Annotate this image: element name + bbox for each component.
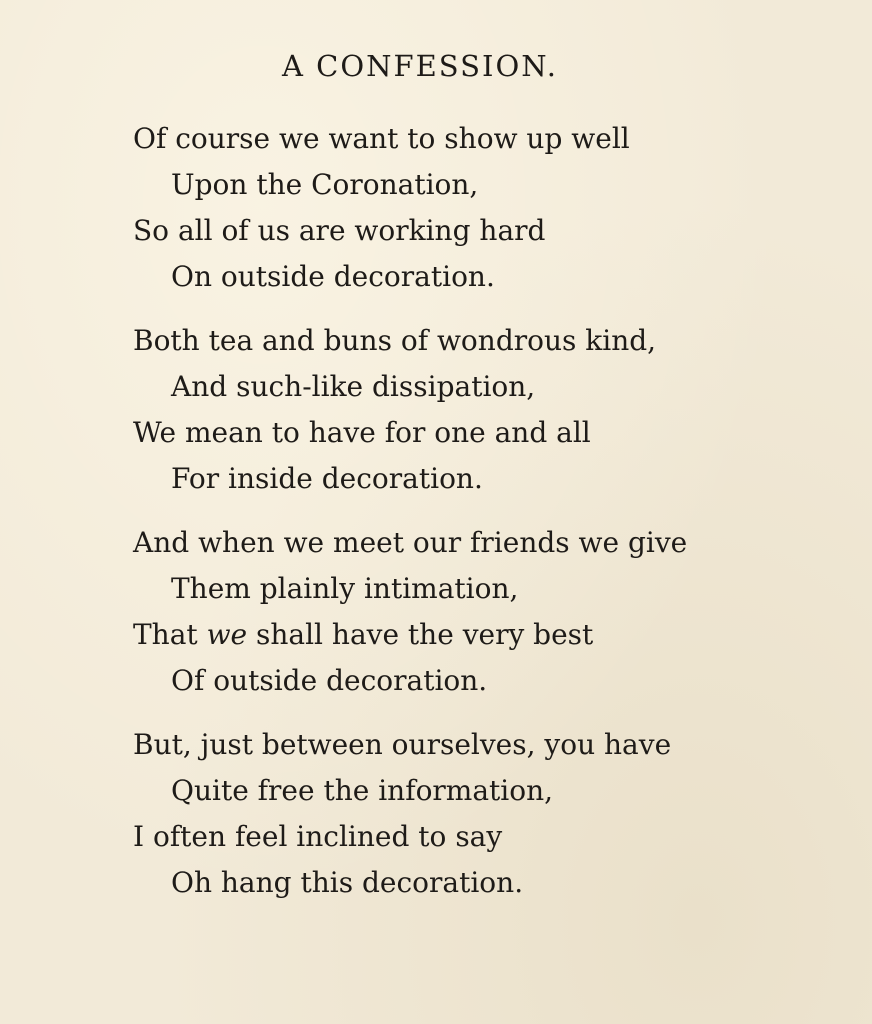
stanza-3 — [133, 520, 687, 704]
poem-line: Both tea and buns of wondrous kind, — [133, 324, 657, 357]
poem-line: And when we meet our friends we give — [133, 526, 688, 559]
poem-line: Of outside decoration. — [171, 664, 488, 697]
poem-title: A CONFESSION. — [282, 49, 558, 83]
poem-line: But, just between ourselves, you have — [133, 728, 672, 761]
poem-line: On outside decoration. — [171, 260, 495, 293]
poem-line: We mean to have for one and all — [133, 416, 591, 449]
poem-line: Oh hang this decoration. — [171, 866, 524, 899]
poem-line: And such-like dissipation, — [171, 370, 536, 403]
poem-line: Quite free the information, — [171, 774, 554, 807]
poem-line-with-emphasis — [133, 612, 687, 658]
line-text-after: shall have the very best — [247, 618, 594, 651]
poem-line: I often feel inclined to say — [133, 820, 503, 853]
poem-line: Them plainly intimation, — [171, 572, 519, 605]
poem-line: For inside decoration. — [171, 462, 483, 495]
stanza-1 — [133, 116, 630, 300]
emphasized-word: we — [206, 618, 248, 651]
poem-line: So all of us are working hard — [133, 214, 546, 247]
poem-line: Upon the Coronation, — [171, 168, 479, 201]
stanza-4 — [133, 722, 671, 906]
stanza-2 — [133, 318, 656, 502]
poem-line: Of course we want to show up well — [133, 122, 630, 155]
line-text-before: That — [133, 618, 207, 651]
